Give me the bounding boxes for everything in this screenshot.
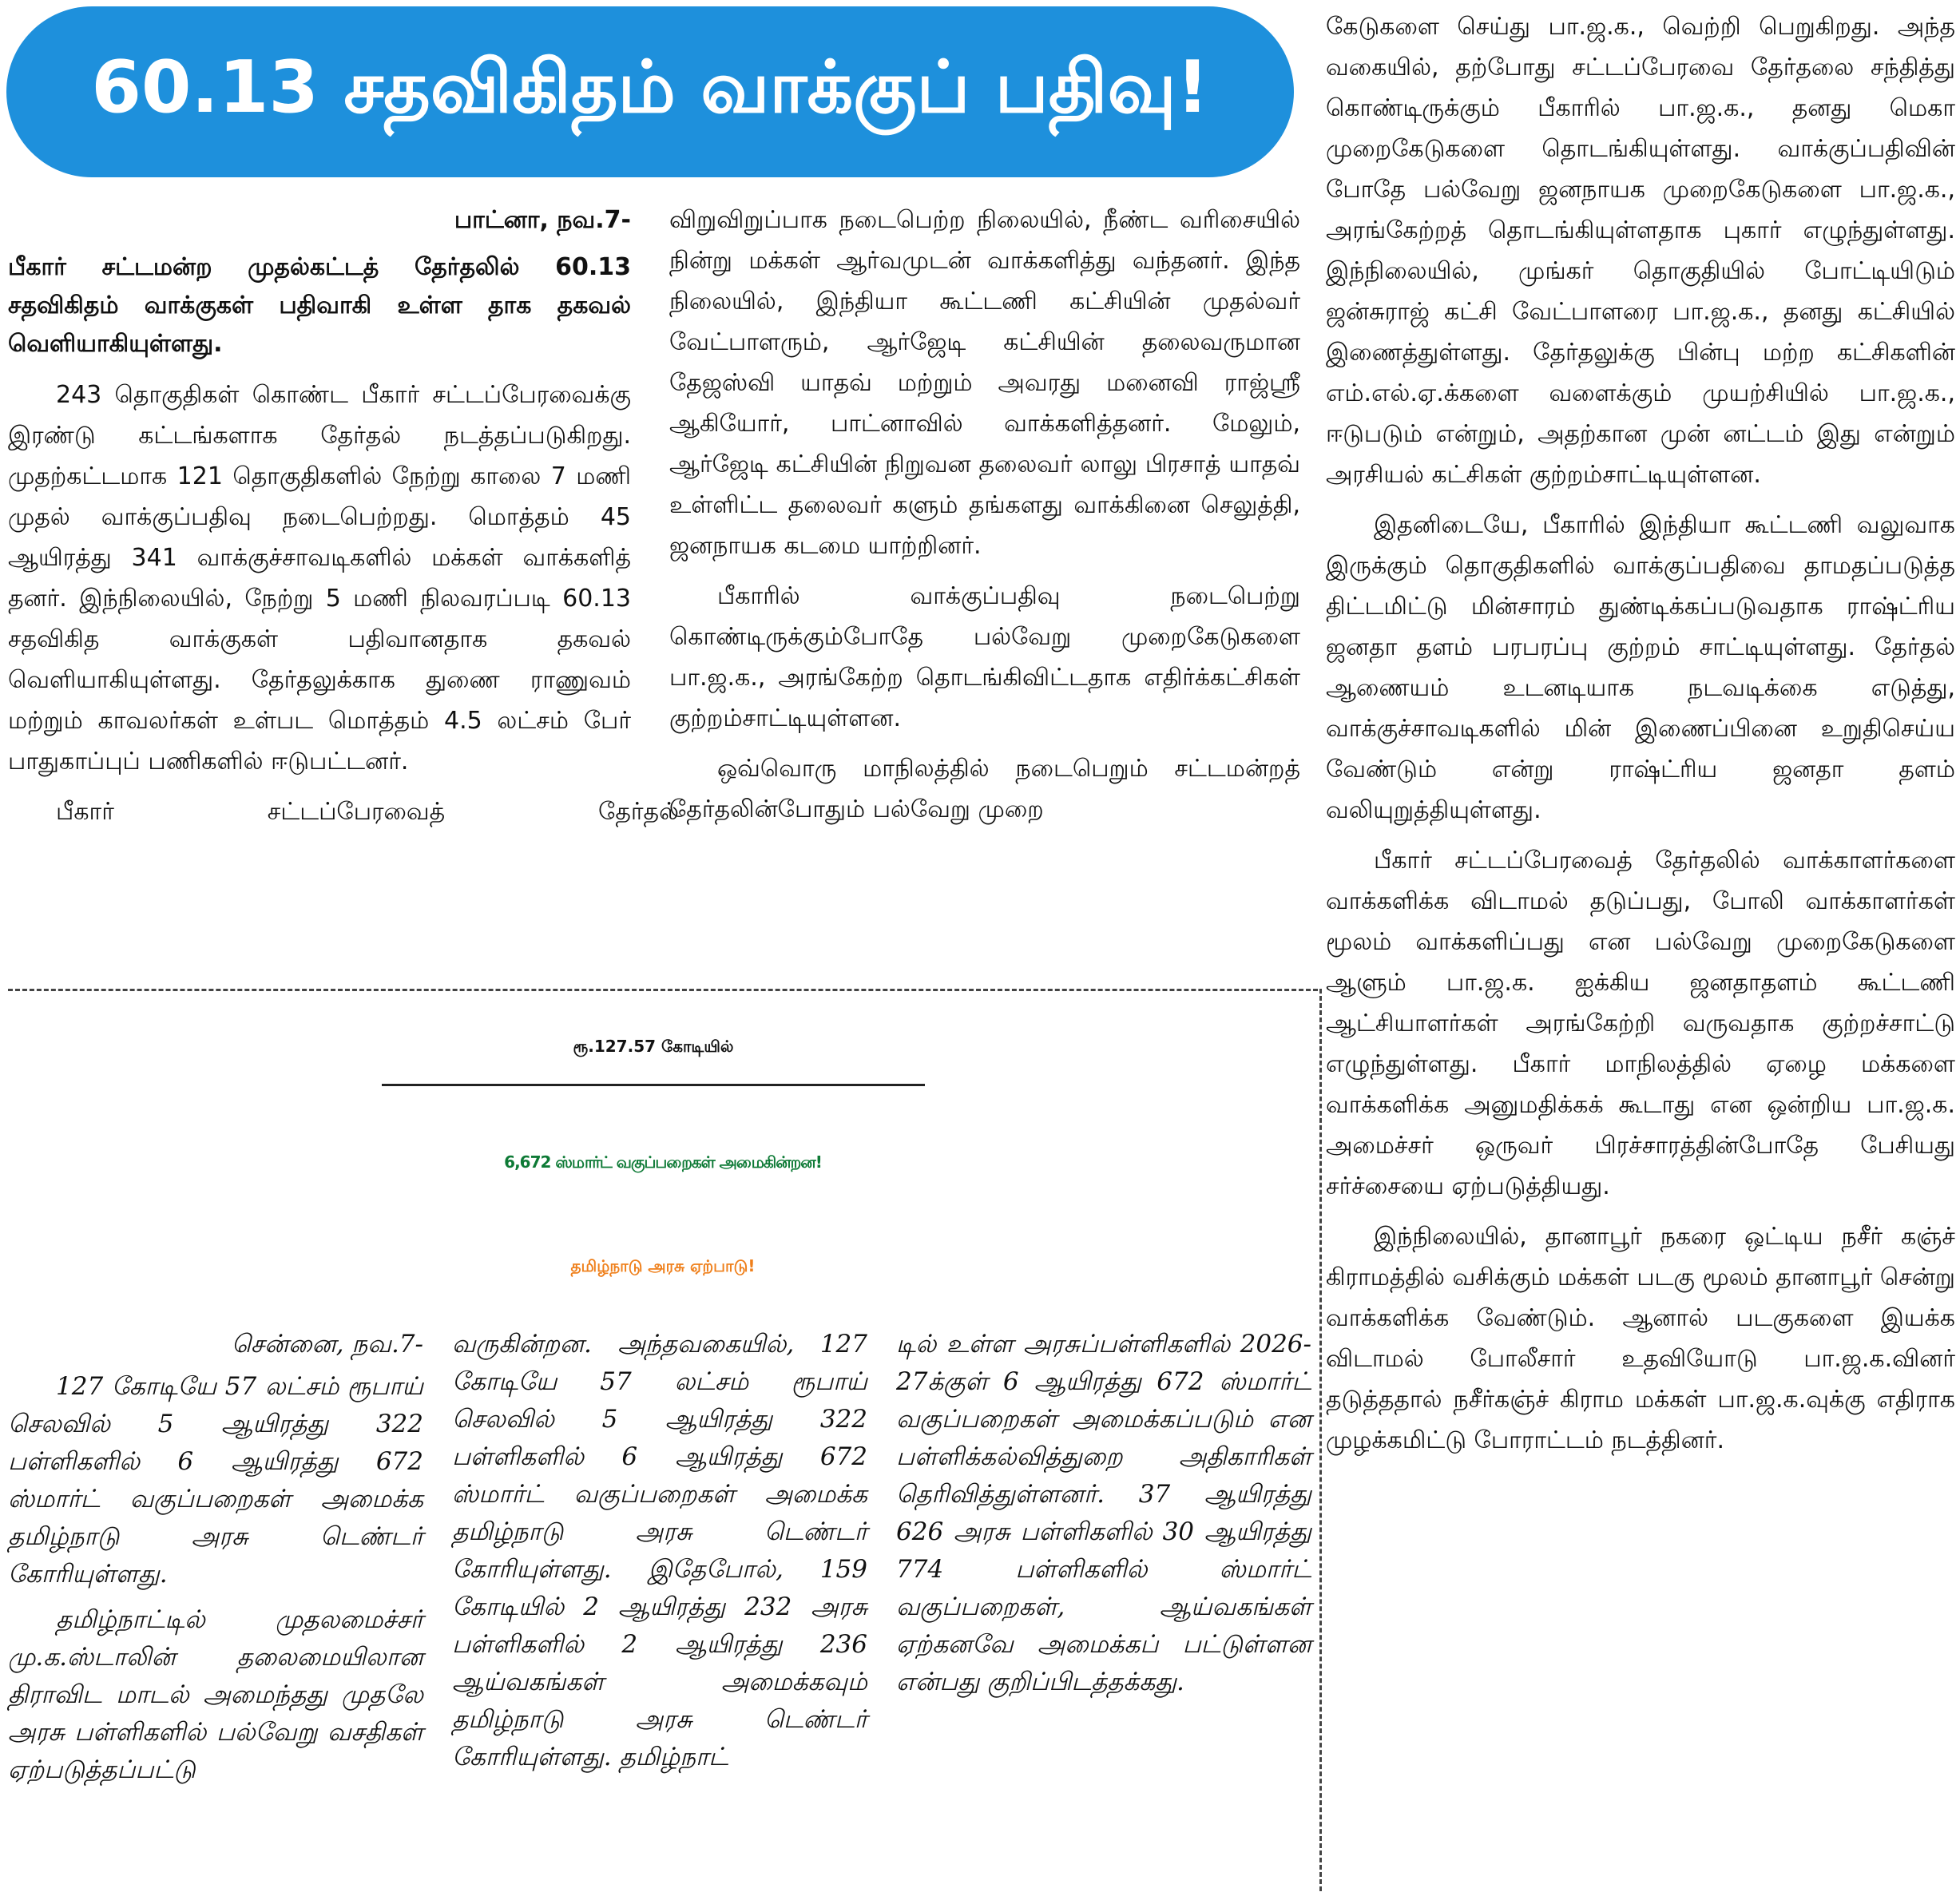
story2-column-1 [8, 1326, 423, 1797]
story2-subheadline: தமிழ்நாடு அரசு ஏற்பாடு! [570, 1256, 756, 1275]
story1-column-3 [1326, 6, 1955, 1470]
story1-paragraph: 243 தொகுதிகள் கொண்ட பீகார் சட்டப்பேரவைக்கு இரண்டு கட்டங்களாக தேர்தல் நடத்தப்படுகிறது. முதற்கட்டமாக 121 தொகுதிகளில் நேற்று காலை 7 மணி முதல் வாக்குப்பதிவு நடைபெற்றது. மொத்தம் 45 ஆயிரத்து 341 வாக்குச்சாவடிகளில் மக்கள் வாக்களித் தனர். இந்நிலையில், நேற்று 5 மணி நிலவரப்படி 60.13 சதவிகித வாக்குகள் பதிவானதாக தகவல் வெளியாகியுள்ளது. தேர்தலுக்காக துணை ராணுவம் மற்றும் காவலர்கள் உள்பட மொத்தம் 4.5 லட்சம் பேர் பாதுகாப்புப் பணிகளில் ஈடுபட்டனர். [8, 381, 631, 775]
story1-column-1-last-line [8, 791, 679, 832]
story1-paragraph: ஒவ்வொரு மாநிலத்தில் நடைபெறும் சட்டமன்றத் தேர்தலின்போதும் பல்வேறு முறை [669, 755, 1300, 823]
story2-dateline: சென்னை, நவ.7- [231, 1330, 423, 1359]
story1-word: சட்டப்பேரவைத் [267, 798, 446, 826]
story1-lead: பீகார் சட்டமன்ற முதல்கட்டத் தேர்தலில் 60.13 சதவிகிதம் வாக்குகள் பதிவாகி உள்ள தாக தகவல் வெளியாகியுள்ளது. [8, 253, 631, 358]
story1-dateline: பாட்னா, நவ.7- [454, 206, 631, 234]
story2-column-2 [452, 1326, 867, 1784]
headline-banner [6, 6, 1294, 177]
story1-column-1 [8, 200, 679, 832]
story2-paragraph: வருகின்றன. அந்தவகையில், 127 கோடியே 57 லட்சம் ரூபாய் செலவில் 5 ஆயிரத்து 322 பள்ளிகளில் 6 ஆயிரத்து 672 ஸ்மார்ட் வகுப்பறைகள் அமைக்க தமிழ்நாடு அரசு டெண்டர் கோரியுள்ளது. இதேபோல், 159 கோடியில் 2 ஆயிரத்து 232 அரசு பள்ளிகளில் 2 ஆயிரத்து 236 ஆய்வகங்கள் அமைக்கவும் தமிழ்நாடு அரசு டெண்டர் கோரியுள்ளது. தமிழ்நாட் [452, 1330, 867, 1771]
story1-word: பீகார் [56, 798, 114, 826]
section-divider-horizontal [8, 989, 1318, 991]
story1-headline: 60.13 சதவிகிதம் வாக்குப் பதிவு! [91, 45, 1209, 129]
story2-paragraph: டில் உள்ள அரசுப்பள்ளிகளில் 2026-27க்குள் 6 ஆயிரத்து 672 ஸ்மார்ட் வகுப்பறைகள் அமைக்கப்படும் என பள்ளிக்கல்வித்துறை அதிகாரிகள் தெரிவித்துள்ளனர். 37 ஆயிரத்து 626 அரசு பள்ளிகளில் 30 ஆயிரத்து 774 பள்ளிகளில் ஸ்மார்ட் வகுப்பறைகள், ஆய்வகங்கள் ஏற்கனவே அமைக்கப் பட்டுள்ளன என்பது குறிப்பிடத்தக்கது. [896, 1330, 1311, 1696]
story1-paragraph: கேடுகளை செய்து பா.ஜ.க., வெற்றி பெறுகிறது. அந்த வகையில், தற்போது சட்டப்பேரவை தேர்தலை சந்தித்து கொண்டிருக்கும் பீகாரில் பா.ஜ.க., தனது மெகா முறைகேடுகளை தொடங்கியுள்ளது. வாக்குப்பதிவின் போதே பல்வேறு ஜனநாயக முறைகேடுகளை பா.ஜ.க., அரங்கேற்றத் தொடங்கியுள்ளதாக புகார் எழுந்துள்ளது. இந்நிலையில், முங்கர் தொகுதியில் போட்டியிடும் ஜன்சுராஜ் கட்சி வேட்பாளரை பா.ஜ.க., தனது கட்சியில் இணைத்துள்ளது. தேர்தலுக்கு பின்பு மற்ற கட்சிகளின் எம்.எல்.ஏ.க்களை வளைக்கும் முயற்சியில் பா.ஜ.க., ஈடுபடும் என்றும், அதற்கான முன் னட்டம் இது என்றும் அரசியல் கட்சிகள் குற்றம்சாட்டியுள்ளன. [1326, 13, 1955, 489]
story1-paragraph: விறுவிறுப்பாக நடைபெற்ற நிலையில், நீண்ட வரிசையில் நின்று மக்கள் ஆர்வமுடன் வாக்களித்து வந்தனர். இந்த நிலையில், இந்தியா கூட்டணி கட்சியின் முதல்வர் வேட்பாளரும், ஆர்ஜேடி கட்சியின் தலைவருமான தேஜஸ்வி யாதவ் மற்றும் அவரது மனைவி ராஜ்ஸ்ரீ ஆகியோர், பாட்னாவில் வாக்களித்தனர். மேலும், ஆர்ஜேடி கட்சியின் நிறுவன தலைவர் லாலு பிரசாத் யாதவ் உள்ளிட்ட தலைவர் களும் தங்களது வாக்கினை செலுத்தி, ஜனநாயக கடமை யாற்றினர். [669, 206, 1300, 560]
story1-word: தேர்தல் [598, 798, 679, 826]
story1-column-2 [669, 200, 1300, 839]
story2-paragraph: தமிழ்நாட்டில் முதலமைச்சர் மு.க.ஸ்டாலின் தலைமையிலான திராவிட மாடல் அமைந்தது முதலே அரசு பள்ளிகளில் பல்வேறு வசதிகள் ஏற்படுத்தப்பட்டு [8, 1605, 423, 1784]
story2-column-3 [896, 1326, 1311, 1709]
story2-headline: 6,672 ஸ்மார்ட் வகுப்பறைகள் அமைகின்றன! [504, 1152, 822, 1172]
story2-kicker: ரூ.127.57 கோடியில் [382, 1006, 925, 1086]
story1-paragraph: பீகார் சட்டப்பேரவைத் தேர்தலில் வாக்காளர்களை வாக்களிக்க விடாமல் தடுப்பது, போலி வாக்காளர்கள் மூலம் வாக்களிப்பது என பல்வேறு முறைகேடுகளை ஆளும் பா.ஜ.க. ஐக்கிய ஜனதாதளம் கூட்டணி ஆட்சியாளர்கள் அரங்கேற்றி வருவதாக குற்றச்சாட்டு எழுந்துள்ளது. பீகார் மாநிலத்தில் ஏழை மக்களை வாக்களிக்க அனுமதிக்கக் கூடாது என ஒன்றிய பா.ஜ.க. அமைச்சர் ஒருவர் பிரச்சாரத்தின்போதே பேசியது சர்ச்சையை ஏற்படுத்தியது. [1326, 847, 1955, 1200]
story1-paragraph: இந்நிலையில், தானாபூர் நகரை ஒட்டிய நசீர் கஞ்ச் கிராமத்தில் வசிக்கும் மக்கள் படகு மூலம் தானாபூர் சென்று வாக்களிக்க வேண்டும். ஆனால் படகுகளை இயக்க விடாமல் போலீசார் உதவியோடு பா.ஜ.க.வினர் தடுத்ததால் நசீர்கஞ்ச் கிராம மக்கள் பா.ஜ.க.வுக்கு எதிராக முழக்கமிட்டு போராட்டம் நடத்தினர். [1326, 1223, 1955, 1454]
story2-paragraph: 127 கோடியே 57 லட்சம் ரூபாய் செலவில் 5 ஆயிரத்து 322 பள்ளிகளில் 6 ஆயிரத்து 672 ஸ்மார்ட் வகுப்பறைகள் அமைக்க தமிழ்நாடு அரசு டெண்டர் கோரியுள்ளது. [8, 1372, 423, 1589]
story1-paragraph: பீகாரில் வாக்குப்பதிவு நடைபெற்று கொண்டிருக்கும்போதே பல்வேறு முறைகேடுகளை பா.ஜ.க., அரங்கேற்ற தொடங்கிவிட்டதாக எதிர்க்கட்சிகள் குற்றம்சாட்டியுள்ளன. [669, 582, 1300, 732]
section-divider-vertical [1319, 989, 1322, 1891]
story1-paragraph: இதனிடையே, பீகாரில் இந்தியா கூட்டணி வலுவாக இருக்கும் தொகுதிகளில் வாக்குப்பதிவை தாமதப்படுத்த திட்டமிட்டு மின்சாரம் துண்டிக்கப்படுவதாக ராஷ்ட்ரிய ஜனதா தளம் பரபரப்பு குற்றம் சாட்டியுள்ளது. தேர்தல் ஆணையம் உடனடியாக நடவடிக்கை எடுத்து, வாக்குச்சாவடிகளில் மின் இணைப்பினை உறுதிசெய்ய வேண்டும் என்று ராஷ்ட்ரிய ஜனதா தளம் வலியுறுத்தியுள்ளது. [1326, 511, 1955, 824]
